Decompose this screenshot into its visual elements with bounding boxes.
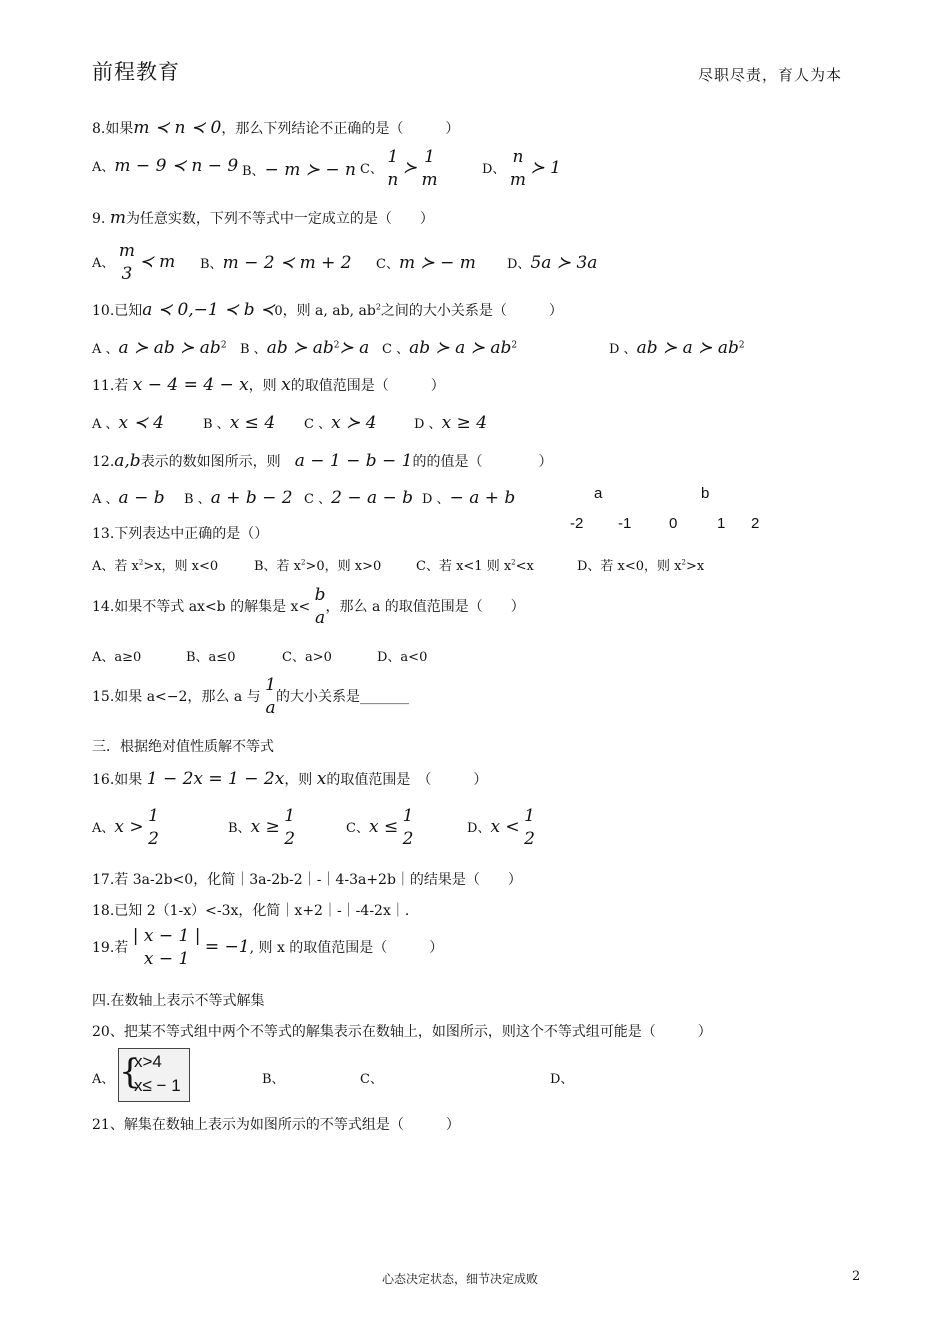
footer-motto: 心态决定状态，细节决定成败	[382, 1272, 539, 1286]
q8-stem-text-2: ，那么下列结论不正确的是（ ）	[221, 121, 460, 137]
q8-option-c-frac2	[422, 146, 438, 192]
q10-d-sup: 2	[738, 340, 745, 351]
q8-option-d-frac	[510, 146, 526, 192]
q20-stem: 20、把某不等式组中两个不等式的解集表示在数轴上，如图所示，则这个不等式组可能是（ ）	[92, 1024, 712, 1040]
q10-option-b	[240, 338, 369, 358]
q13-a-text: A、若 x	[92, 559, 139, 574]
q11-a-label: A 、	[92, 417, 119, 432]
q15-stem-text-2: 的大小关系是_______	[275, 688, 409, 705]
q12-option-c	[304, 488, 413, 508]
q14-option-b: B、a≤0	[186, 650, 236, 665]
q8-option-b-expr: − m ≻ − n	[264, 160, 356, 180]
q13-a-sup: 2	[138, 558, 144, 567]
q14-stem-text-2: ，那么 a 的取值范围是（ ）	[325, 598, 525, 615]
q12-d-label: D 、	[422, 492, 450, 507]
q16-c-frac	[403, 805, 414, 851]
q10-c-label: C 、	[382, 342, 410, 357]
q9-d-label: D、	[507, 257, 531, 272]
q20-brace-icon: {	[119, 1052, 141, 1092]
q16-a-expr: x >	[114, 816, 144, 837]
q8-d-rel: ≻ 1	[530, 157, 561, 178]
q16-option-a	[92, 805, 159, 851]
q12-tick-label: -2	[570, 515, 584, 532]
q9-b-label: B、	[200, 257, 223, 272]
q14-num: b	[314, 585, 326, 605]
q16-b-den: 2	[284, 828, 296, 849]
q12-option-b	[184, 488, 293, 508]
q18-stem: 18.已知 2（1-x）<-3x，化简｜x+2｜-｜-4-2x｜.	[92, 903, 410, 919]
q16-a-num: 1	[148, 806, 159, 826]
q16-a-den: 2	[148, 828, 159, 849]
q16-b-expr: x ≥	[250, 816, 280, 837]
q13-c-sup: 2	[511, 558, 516, 567]
section-4-title: 四.在数轴上表示不等式解集	[92, 993, 265, 1009]
q14-den: a	[315, 607, 326, 628]
q16-d-frac	[524, 805, 535, 851]
q13-c-text: C、若 x<1 则 x	[416, 559, 512, 574]
q21-stem: 21、解集在数轴上表示为如图所示的不等式组是（ ）	[92, 1117, 460, 1133]
q19-stem	[92, 925, 443, 971]
q16-stem-text: 16.如果	[92, 772, 143, 788]
q11-d-expr: x ≥ 4	[441, 413, 488, 433]
q10-stem-text-2: ，则 a, ab, ab	[282, 303, 376, 319]
q14-option-c: C、a>0	[282, 650, 332, 665]
q20-option-c-label: C、	[360, 1072, 383, 1087]
q11-d-label: D 、	[414, 417, 442, 432]
q12-tick-label: 0	[669, 515, 678, 532]
q8-d-den: m	[509, 169, 527, 190]
q8-c-den1: n	[387, 169, 399, 190]
q9-a-den: 3	[121, 263, 133, 284]
q12-axis-label-a: a	[594, 485, 603, 502]
q8-option-c-frac1	[387, 146, 398, 192]
q14-stem	[92, 584, 525, 630]
q14-option-d: D、a<0	[377, 650, 428, 665]
q8-c-num1: 1	[387, 147, 399, 167]
q8-option-c	[360, 146, 438, 192]
q8-option-a-label: A、	[92, 160, 115, 175]
section-3-title: 三．根据绝对值性质解不等式	[92, 739, 274, 755]
q12-stem-text-3: 的的值是（ ）	[412, 454, 553, 470]
q16-var: x	[316, 769, 327, 789]
q15-num: 1	[265, 675, 276, 695]
q16-b-num: 1	[284, 806, 296, 826]
q20-option-a-system-image	[118, 1048, 190, 1102]
q16-d-den: 2	[524, 828, 535, 849]
q15-frac	[265, 674, 276, 720]
q11-b-label: B 、	[203, 417, 230, 432]
q10-c-expr: ab ≻ a ≻ ab	[409, 338, 512, 358]
q12-stem-text-2: 表示的数如图所示，则	[140, 454, 281, 470]
q12-option-d	[422, 488, 515, 508]
q14-option-a: A、a≥0	[92, 650, 142, 665]
q16-cond: 1 − 2x = 1 − 2x	[146, 769, 285, 789]
q8-options	[92, 156, 238, 176]
q9-var: m	[109, 208, 126, 228]
q10-b-sup: 2	[333, 340, 340, 351]
q11-a-expr: x ≺ 4	[118, 413, 164, 433]
q12-d-expr: − a + b	[449, 488, 516, 508]
q16-c-label: C、	[346, 820, 369, 836]
q16-c-num: 1	[402, 806, 414, 826]
header-motto: 尽职尽责，育人为本	[698, 66, 843, 84]
q10-stem-text-3: 之间的大小关系是（ ）	[380, 303, 563, 319]
q11-option-a	[92, 413, 164, 433]
q8-stem-text: 8.如果	[92, 121, 134, 137]
q11-c-label: C 、	[304, 417, 332, 432]
q10-stem	[92, 300, 563, 320]
q10-cond2: 0	[274, 304, 283, 319]
q9-num-label: 9.	[92, 211, 110, 227]
q10-d-label: D 、	[609, 342, 637, 357]
q8-option-d	[482, 146, 561, 192]
q13-b-text: B、若 x	[254, 559, 302, 574]
q16-d-num: 1	[524, 806, 535, 826]
q9-b-expr: m − 2 ≺ m + 2	[222, 253, 352, 273]
q11-stem	[92, 375, 445, 395]
q12-b-label: B 、	[184, 492, 211, 507]
q9-a-label: A、	[92, 255, 115, 271]
q12-expr: a − 1 − b − 1	[294, 451, 413, 471]
q13-option-b	[254, 555, 381, 574]
q9-a-num: m	[118, 241, 135, 261]
q16-b-frac	[284, 805, 295, 851]
q13-b-sup: 2	[301, 558, 306, 567]
q9-a-frac	[119, 240, 135, 286]
q11-stem-text-2: ，则	[248, 378, 277, 394]
q12-a-label: A 、	[92, 492, 119, 507]
header-title: 前程教育	[92, 60, 180, 84]
q9-c-label: C、	[376, 257, 399, 272]
q16-stem-text-2: ，则	[284, 772, 313, 788]
q8-c-num2: 1	[424, 147, 435, 167]
q11-option-b	[203, 413, 275, 433]
q11-c-expr: x ≻ 4	[331, 413, 377, 433]
q12-a-expr: a − b	[118, 488, 165, 508]
q10-c-sup: 2	[511, 340, 518, 351]
q13-option-c	[416, 555, 534, 574]
q19-rel: = −1	[204, 936, 250, 957]
q16-stem	[92, 769, 487, 789]
q9-option-c	[376, 253, 476, 273]
q10-option-c	[382, 338, 517, 358]
q13-option-d	[577, 555, 704, 574]
q9-stem-text: 为任意实数，下列不等式中一定成立的是（ ）	[125, 211, 434, 227]
q9-option-b	[200, 253, 352, 273]
q16-option-c	[346, 805, 413, 851]
q15-stem-text: 15.如果 a<−2，那么 a 与	[92, 688, 261, 705]
q16-a-frac	[148, 805, 159, 851]
q13-d-text: D、若 x<0，则 x	[577, 559, 682, 574]
q16-b-label: B、	[228, 820, 251, 836]
q13-options	[92, 555, 218, 574]
q8-condition: m ≺ n ≺ 0	[133, 118, 222, 138]
q12-b-expr: a + b − 2	[210, 488, 293, 508]
q16-d-label: D、	[467, 820, 491, 836]
q16-d-expr: x <	[490, 816, 520, 837]
q10-a-sup: 2	[220, 340, 227, 351]
q10-a-expr: a ≻ ab ≻ ab	[118, 338, 221, 358]
q8-option-b	[242, 160, 356, 180]
q8-option-c-label: C、	[360, 161, 383, 177]
q8-option-a: m − 9 ≺ n − 9	[114, 156, 239, 176]
q8-option-b-label: B、	[242, 164, 265, 179]
q10-b-tail: ≻ a	[339, 338, 370, 358]
q9-option-a	[92, 240, 175, 286]
q10-d-expr: ab ≻ a ≻ ab	[636, 338, 739, 358]
q16-c-expr: x ≤	[368, 816, 399, 837]
q13-stem: 13.下列表达中正确的是（）	[92, 526, 269, 542]
q12-stem-text: 12.	[92, 454, 115, 470]
q12-stem	[92, 451, 553, 471]
q19-frac	[133, 925, 201, 971]
q11-stem-text: 11.若	[92, 378, 129, 394]
q16-option-b	[228, 805, 295, 851]
q12-tick-label: 1	[717, 515, 726, 532]
q20-option-d-label: D、	[550, 1072, 574, 1087]
q12-axis-label-b: b	[701, 485, 710, 502]
q13-d-sup: 2	[681, 558, 686, 567]
q16-c-den: 2	[402, 828, 414, 849]
q16-a-label: A、	[92, 820, 115, 836]
q19-num: | x − 1 |	[132, 926, 201, 946]
q19-den: x − 1	[143, 948, 190, 969]
q12-vars: a,b	[114, 451, 141, 471]
q10-b-expr: ab ≻ ab	[266, 338, 334, 358]
q16-stem-text-3: 的取值范围是 （ ）	[326, 772, 488, 788]
q8-option-d-label: D、	[482, 161, 506, 177]
q20-system-line-1: x>4	[134, 1052, 162, 1071]
q10-option-a	[92, 338, 227, 358]
q10-cond: a ≺ 0,−1 ≺ b ≺	[142, 300, 275, 320]
q10-b-label: B 、	[240, 342, 267, 357]
q16-option-d	[467, 805, 535, 851]
q13-d-text-2: >x	[685, 559, 705, 574]
q10-sup: 2	[375, 302, 381, 312]
q9-c-expr: m ≻ − m	[398, 253, 476, 273]
q15-stem	[92, 674, 409, 720]
q11-option-d	[414, 413, 487, 433]
q20-option-a-label: A、	[92, 1072, 115, 1087]
q11-cond: x − 4 = 4 − x	[132, 375, 249, 395]
q20-option-b-label: B、	[262, 1072, 285, 1087]
q8-stem	[92, 118, 459, 138]
q11-stem-text-3: 的取值范围是（ ）	[290, 378, 445, 394]
q14-stem-text: 14.如果不等式 ax<b 的解集是 x<	[92, 598, 311, 615]
q17-stem: 17.若 3a-2b<0，化简｜3a-2b-2｜-｜4-3a+2b｜的结果是（ ）	[92, 872, 522, 888]
q8-c-rel: ≻	[402, 157, 418, 178]
q9-stem	[92, 208, 434, 228]
q19-stem-text: 19.若	[92, 939, 129, 956]
q14-frac	[315, 584, 326, 630]
q12-tick-label: -1	[618, 515, 632, 532]
q9-a-rel: ≺ m	[139, 251, 176, 272]
q13-b-text-2: >0，则 x>0	[305, 559, 382, 574]
q19-stem-text-2: , 则 x 的取值范围是（ ）	[249, 939, 444, 956]
q20-system-line-2: x≤ − 1	[134, 1076, 181, 1095]
page-number: 2	[852, 1269, 861, 1284]
q12-c-label: C 、	[304, 492, 332, 507]
q11-var: x	[281, 375, 291, 395]
q8-c-den2: m	[421, 169, 438, 190]
q9-option-d	[507, 253, 597, 273]
q8-d-num: n	[512, 147, 524, 167]
q10-a-label: A 、	[92, 342, 119, 357]
q12-tick-label: 2	[751, 515, 760, 532]
q10-option-d	[609, 338, 745, 358]
q13-c-text-2: <x	[515, 559, 534, 574]
q12-option-a	[92, 488, 165, 508]
q12-c-expr: 2 − a − b	[331, 488, 414, 508]
q10-stem-text: 10.已知	[92, 303, 143, 319]
q9-d-expr: 5a ≻ 3a	[530, 253, 598, 273]
q15-den: a	[265, 697, 276, 718]
q11-b-expr: x ≤ 4	[229, 413, 276, 433]
q13-a-text-2: >x，则 x<0	[143, 559, 219, 574]
q11-option-c	[304, 413, 377, 433]
